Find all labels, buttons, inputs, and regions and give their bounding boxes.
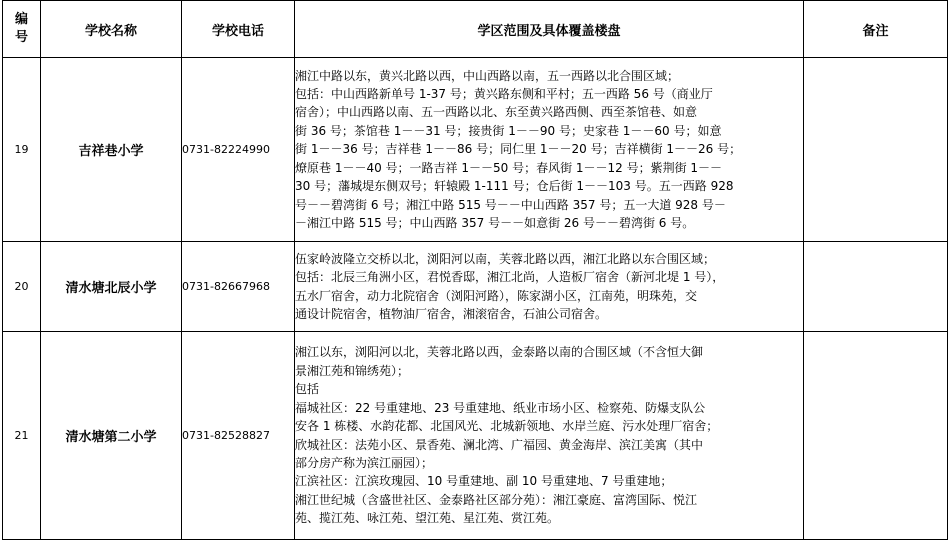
header-district-scope: 学区范围及具体覆盖楼盘 [295, 1, 804, 58]
school-name: 清水塘北辰小学 [41, 242, 182, 332]
header-no [3, 1, 41, 58]
scope-line: 通设计院宿舍，植物油厂宿舍，湘滚宿舍，石油公司宿舍。 [295, 306, 608, 321]
note-cell [804, 58, 948, 242]
scope-line: 欣城社区：法苑小区、景香苑、澜北湾、广福园、黄金海岸、滨江美寓（其中 [295, 437, 704, 452]
scope-line: －湘江中路 515 号；中山西路 357 号－－如意街 26 号－－碧湾街 6 号。 [295, 215, 695, 230]
table-row [3, 242, 948, 332]
district-scope [295, 332, 804, 540]
scope-line: 包括：北辰三角洲小区，君悦香邸，湘江北尚，人造板厂宿舍（新河北堤 1 号）， [295, 270, 725, 285]
row-number: 19 [3, 58, 41, 242]
scope-line: 伍家岭波隆立交桥以北，浏阳河以南，芙蓉北路以西，湘江北路以东合围区域； [295, 251, 716, 266]
school-phone: 0731-82528827 [182, 332, 295, 540]
scope-line: 燎原巷 1－－40 号；一路吉祥 1－－50 号；春风街 1－－12 号；紫荆街 1－－ [295, 160, 723, 175]
district-scope [295, 242, 804, 332]
school-name: 吉祥巷小学 [41, 58, 182, 242]
scope-line: 景湘江苑和锦绣苑）； [295, 363, 410, 378]
scope-line: 包括：中山西路新单号 1-37 号；黄兴路东侧和平村；五一西路 56 号（商业厅 [295, 87, 713, 102]
scope-line: 江滨社区：江滨玫瑰园、10 号重建地、副 10 号重建地、7 号重建地； [295, 474, 673, 489]
scope-line: 湘江世纪城（含盛世社区、金泰路社区部分苑）：湘江豪庭、富湾国际、悦江 [295, 492, 698, 507]
header-school-phone: 学校电话 [182, 1, 295, 58]
scope-line: 五水厂宿舍，动力北院宿舍（浏阳河路），陈家湖小区，江南苑，明珠苑，交 [295, 288, 698, 303]
school-name: 清水塘第二小学 [41, 332, 182, 540]
table-row [3, 332, 948, 540]
scope-line: 街 1－－36 号；吉祥巷 1－－86 号；同仁里 1－－20 号；吉祥横街 1－－26 号； [295, 142, 742, 157]
scope-line: 30 号；藩城堤东侧双号；轩辕殿 1-111 号；仓后街 1－－103 号。五一西路 928 [295, 179, 734, 194]
scope-line: 包括 [295, 382, 320, 397]
scope-line: 安各 1 栋楼、水韵花都、北国风光、北城新领地、水岸兰庭、污水处理厂宿舍； [295, 419, 719, 434]
note-cell [804, 242, 948, 332]
header-school-name: 学校名称 [41, 1, 182, 58]
row-number: 21 [3, 332, 41, 540]
school-district-table [2, 0, 948, 540]
scope-line: 部分房产称为滨江丽园）； [295, 455, 434, 470]
district-scope [295, 58, 804, 242]
header-no-label: 编号 [14, 12, 28, 45]
table-row [3, 58, 948, 242]
school-phone: 0731-82667968 [182, 242, 295, 332]
row-number: 20 [3, 242, 41, 332]
scope-line: 街 36 号；茶馆巷 1－－31 号；接贵街 1－－90 号；史家巷 1－－60 号；如意 [295, 123, 722, 138]
school-phone: 0731-82224990 [182, 58, 295, 242]
scope-line: 福城社区：22 号重建地、23 号重建地、纸业市场小区、检察苑、防爆支队公 [295, 400, 706, 415]
header-note: 备注 [804, 1, 948, 58]
scope-line: 号－－碧湾街 6 号；湘江中路 515 号－－中山西路 357 号；五一大道 928 号－ [295, 197, 726, 212]
scope-line: 湘江中路以东，黄兴北路以西，中山西路以南，五一西路以北合围区域； [295, 68, 680, 83]
scope-line: 苑、揽江苑、咏江苑、望江苑、星江苑、赏江苑。 [295, 511, 560, 526]
note-cell [804, 332, 948, 540]
scope-line: 湘江以东，浏阳河以北，芙蓉北路以西，金泰路以南的合围区域（不含恒大御 [295, 345, 704, 360]
header-row [3, 1, 948, 58]
scope-line: 宿舍）；中山西路以南、五一西路以北、东至黄兴路西侧、西至茶馆巷、如意 [295, 105, 698, 120]
